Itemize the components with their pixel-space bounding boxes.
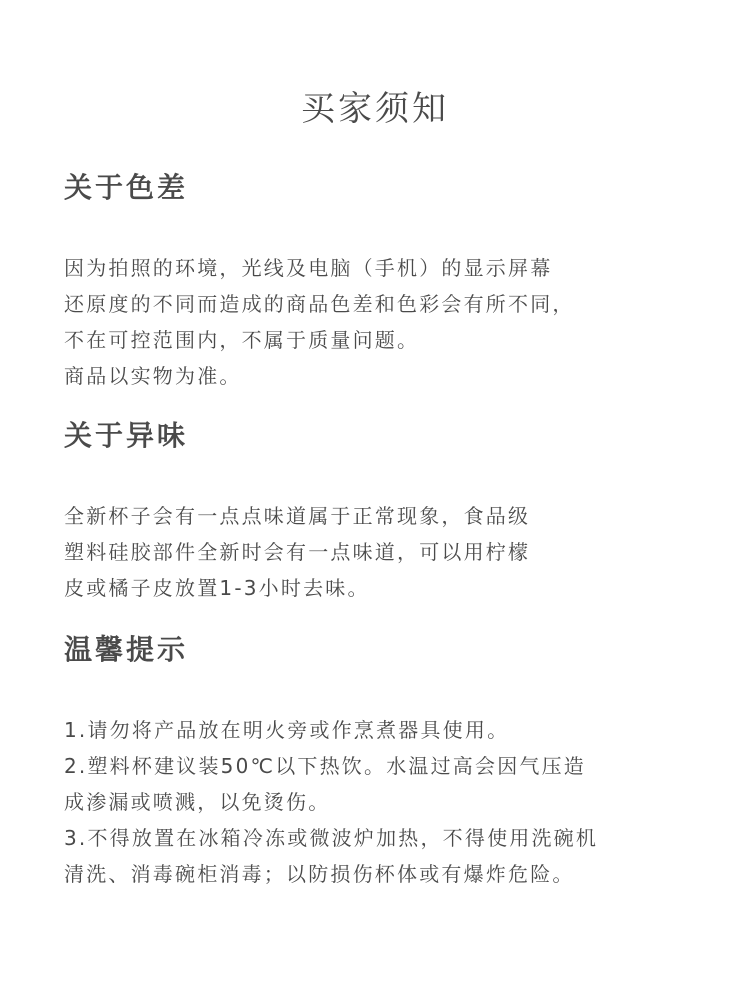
page-title: 买家须知 xyxy=(301,89,449,129)
section-body xyxy=(64,498,724,606)
section-heading: 关于色差 xyxy=(64,171,189,204)
section-body xyxy=(64,712,724,892)
body-line: 不在可控范围内，不属于质量问题。 xyxy=(64,328,420,352)
section-heading: 关于异味 xyxy=(64,419,189,452)
section-color-difference xyxy=(64,168,724,394)
body-line: 3.不得放置在冰箱冷冻或微波炉加热，不得使用洗碗机 xyxy=(64,826,599,850)
body-line: 全新杯子会有一点点味道属于正常现象，食品级 xyxy=(64,504,531,528)
body-line: 因为拍照的环境，光线及电脑（手机）的显示屏幕 xyxy=(64,256,553,280)
body-line: 商品以实物为准。 xyxy=(64,364,242,388)
body-line: 还原度的不同而造成的商品色差和色彩会有所不同， xyxy=(64,292,575,316)
body-line: 塑料硅胶部件全新时会有一点味道，可以用柠檬 xyxy=(64,540,531,564)
section-body xyxy=(64,250,724,394)
body-line: 1.请勿将产品放在明火旁或作烹煮器具使用。 xyxy=(64,718,510,742)
body-line: 皮或橘子皮放置1-3小时去味。 xyxy=(64,576,370,600)
section-odor xyxy=(64,416,724,606)
body-line: 成渗漏或喷溅，以免烫伤。 xyxy=(64,790,331,814)
section-heading: 温馨提示 xyxy=(64,633,189,666)
body-line: 2.塑料杯建议装50℃以下热饮。水温过高会因气压造 xyxy=(64,754,586,778)
section-tips xyxy=(64,630,724,892)
body-line: 清洗、消毒碗柜消毒；以防损伤杯体或有爆炸危险。 xyxy=(64,862,575,886)
